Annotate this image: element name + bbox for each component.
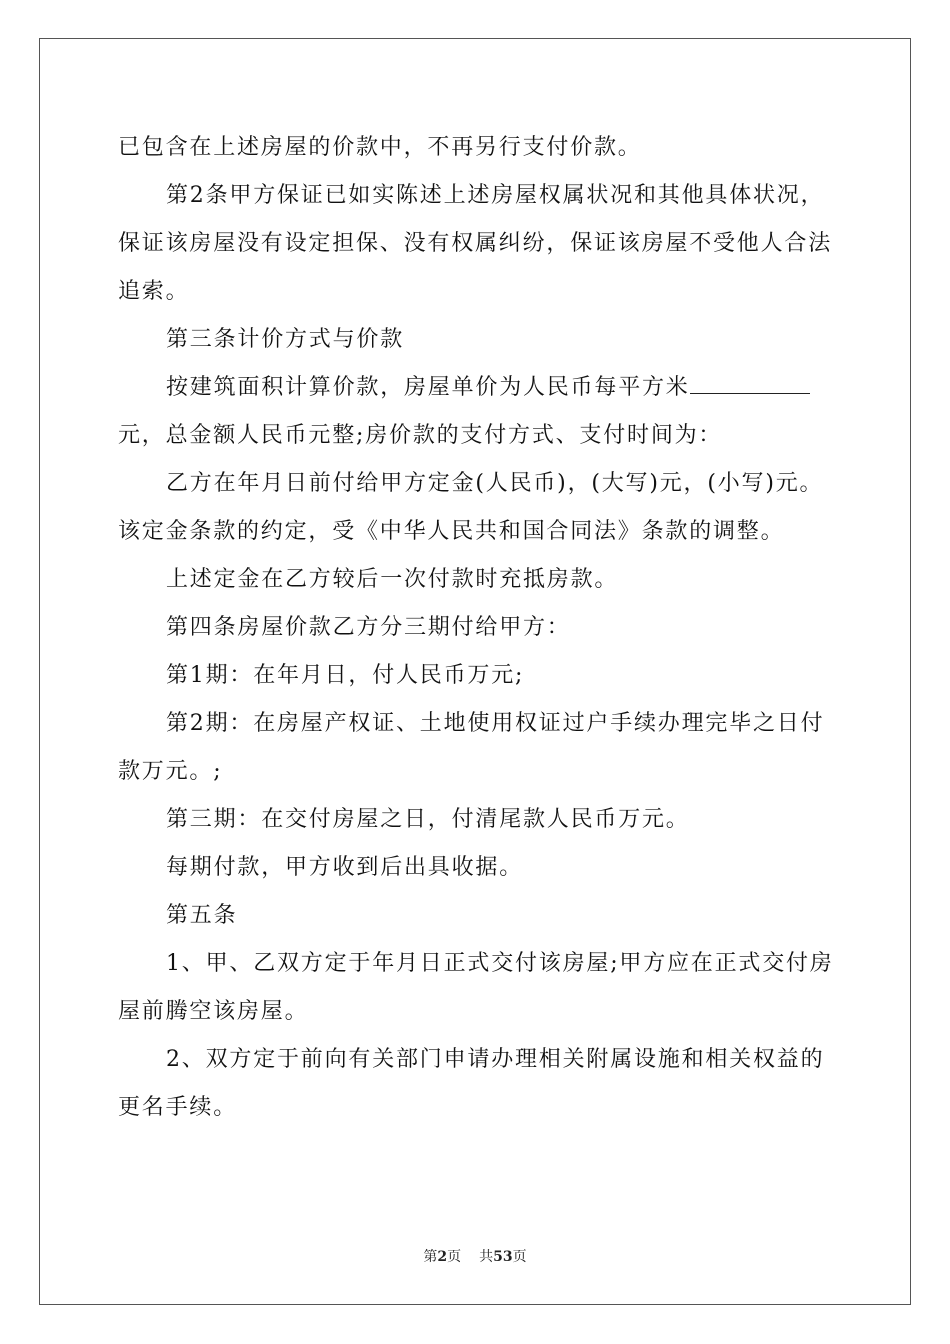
paragraph-5: 乙方在年月日前付给甲方定金(人民币)，(大写)元，(小写)元。该定金条款的约定，受《中华人民共和国合同法》条款的调整。 <box>118 471 824 544</box>
paragraph-2: 第2条甲方保证已如实陈述上述房屋权属状况和其他具体状况，保证该房屋没有设定担保、没有权属纠纷，保证该房屋不受他人合法追索。 <box>118 183 833 304</box>
paragraph-11: 每期付款，甲方收到后出具收据。 <box>166 855 524 880</box>
fill-in-blank <box>690 373 810 394</box>
paragraph-12-heading: 第五条 <box>166 903 238 928</box>
total-suffix: 页 <box>512 1249 527 1265</box>
paragraph-6: 上述定金在乙方较后一次付款时充抵房款。 <box>166 567 619 592</box>
total-pages: 53 <box>493 1249 513 1265</box>
paragraph-10: 第三期：在交付房屋之日，付清尾款人民币万元。 <box>166 807 690 832</box>
paragraph-1: 已包含在上述房屋的价款中，不再另行支付价款。 <box>118 135 642 160</box>
total-prefix: 共 <box>479 1249 494 1265</box>
page-suffix: 页 <box>447 1249 462 1265</box>
paragraph-7-heading: 第四条房屋价款乙方分三期付给甲方： <box>166 615 571 640</box>
page-number: 2 <box>437 1249 448 1265</box>
paragraph-8: 第1期：在年月日，付人民币万元; <box>166 663 525 688</box>
paragraph-4-before: 按建筑面积计算价款，房屋单价为人民币每平方米 <box>166 375 690 400</box>
paragraph-14: 2、双方定于前向有关部门申请办理相关附属设施和相关权益的更名手续。 <box>118 1047 825 1120</box>
page-footer <box>0 1246 950 1266</box>
paragraph-4 <box>118 364 836 460</box>
page-prefix: 第 <box>423 1249 438 1265</box>
paragraph-3-heading: 第三条计价方式与价款 <box>166 327 405 352</box>
document-body <box>118 124 836 1132</box>
paragraph-4-after: 元，总金额人民币元整;房价款的支付方式、支付时间为： <box>118 423 723 448</box>
paragraph-13: 1、甲、乙双方定于年月日正式交付该房屋;甲方应在正式交付房屋前腾空该房屋。 <box>118 951 834 1024</box>
paragraph-9: 第2期：在房屋产权证、土地使用权证过户手续办理完毕之日付款万元。; <box>118 711 825 784</box>
